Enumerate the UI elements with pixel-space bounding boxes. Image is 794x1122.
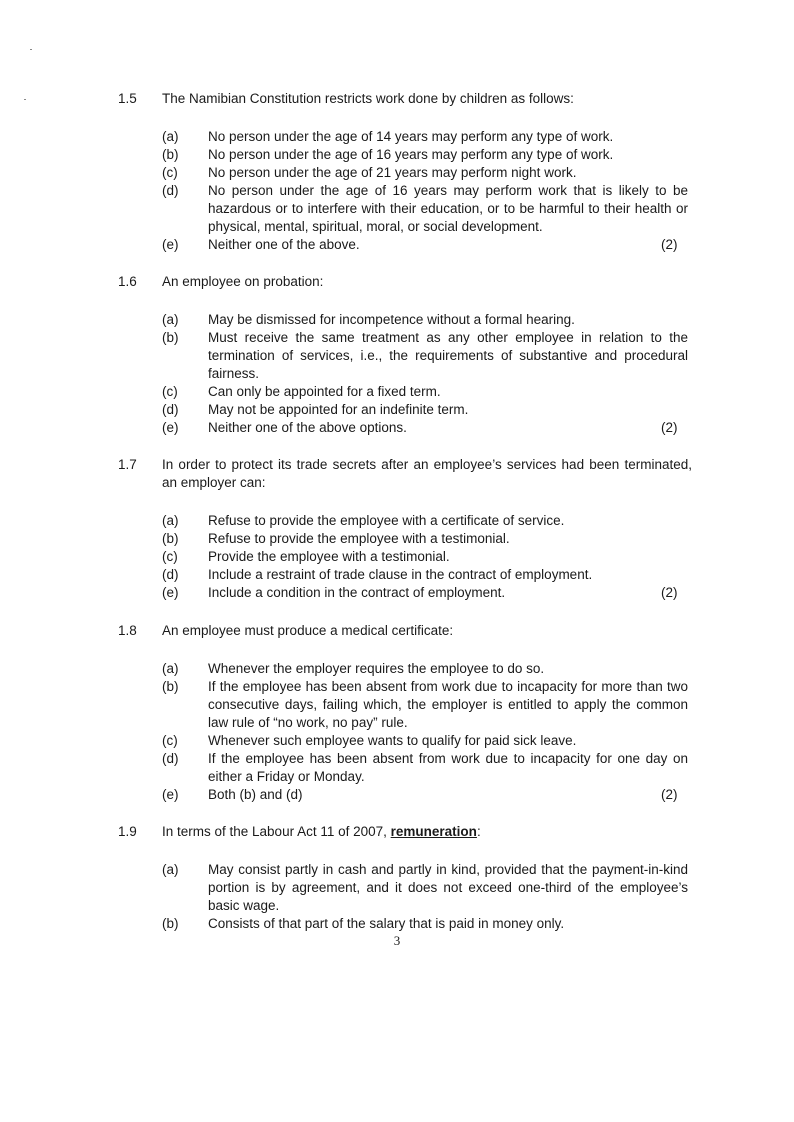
question-header (0, 622, 794, 640)
question-1-5 (0, 90, 794, 254)
option-d (0, 182, 794, 236)
option-d (0, 401, 794, 419)
options-list (0, 660, 794, 804)
option-letter: (e) (162, 237, 179, 252)
question-1-8 (0, 622, 794, 804)
option-e (0, 419, 794, 437)
options-list (0, 311, 794, 437)
question-1-7 (0, 456, 794, 602)
question-header (0, 823, 794, 841)
options-list (0, 512, 794, 602)
question-number: 1.9 (118, 824, 137, 839)
option-letter: (c) (162, 549, 178, 564)
question-number: 1.5 (118, 91, 137, 106)
question-number: 1.6 (118, 274, 137, 289)
option-e (0, 236, 794, 254)
page-number: 3 (393, 933, 401, 948)
option-letter: (b) (162, 679, 179, 694)
option-text: Refuse to provide the employee with a testimonial. (208, 531, 510, 546)
option-letter: (a) (162, 661, 179, 676)
question-stem-suffix: : (476, 824, 481, 839)
option-letter: (d) (162, 751, 179, 766)
option-text: Whenever the employer requires the employee to do so. (208, 661, 545, 676)
option-text: Neither one of the above options. (208, 420, 407, 435)
option-text: Include a condition in the contract of employment. (208, 585, 506, 600)
option-c (0, 383, 794, 401)
option-text: Both (b) and (d) (208, 787, 303, 802)
option-letter: (c) (162, 165, 178, 180)
question-stem (162, 823, 692, 841)
options-list (0, 128, 794, 254)
option-text: If the employee has been absent from work due to incapacity for one day on either a Friday or Monday. (208, 751, 688, 784)
marks: (2) (661, 585, 678, 600)
option-b (0, 329, 794, 383)
option-letter: (b) (162, 330, 179, 345)
option-letter: (a) (162, 129, 179, 144)
option-letter: (d) (162, 183, 179, 198)
question-1-9 (0, 823, 794, 933)
option-text: Must receive the same treatment as any other employee in relation to the termination of services, i.e., the requirements of substantive and procedural fairness. (208, 330, 688, 381)
question-stem: An employee must produce a medical certificate: (162, 623, 454, 638)
option-text: May consist partly in cash and partly in kind, provided that the payment-in-kind portion is by agreement, and it does not exceed one-third of the employee’s basic wage. (208, 862, 688, 913)
option-text: Include a restraint of trade clause in the contract of employment. (208, 567, 593, 582)
option-text: May be dismissed for incompetence without a formal hearing. (208, 312, 575, 327)
question-number: 1.7 (118, 457, 137, 472)
question-stem: The Namibian Constitution restricts work done by children as follows: (162, 91, 574, 106)
question-stem: An employee on probation: (162, 274, 324, 289)
option-d (0, 750, 794, 786)
option-letter: (c) (162, 733, 178, 748)
marks: (2) (661, 787, 678, 802)
option-text: May not be appointed for an indefinite term. (208, 402, 469, 417)
option-e (0, 584, 794, 602)
question-header (0, 90, 794, 108)
marks: (2) (661, 420, 678, 435)
option-a (0, 861, 794, 915)
option-b (0, 146, 794, 164)
question-1-6 (0, 273, 794, 437)
option-c (0, 548, 794, 566)
option-text: If the employee has been absent from work due to incapacity for more than two consecutive days, failing which, the employer is entitled to apply the common law rule of “no work, no pay” rule. (208, 679, 688, 730)
option-e (0, 786, 794, 804)
option-letter: (b) (162, 531, 179, 546)
option-a (0, 311, 794, 329)
question-header (0, 273, 794, 291)
option-letter: (e) (162, 787, 179, 802)
option-a (0, 512, 794, 530)
options-list (0, 861, 794, 933)
question-stem-prefix: In terms of the Labour Act 11 of 2007, (162, 824, 391, 839)
question-header (0, 456, 794, 492)
option-a (0, 128, 794, 146)
key-term: remuneration (390, 824, 477, 839)
option-d (0, 566, 794, 584)
option-letter: (e) (162, 585, 179, 600)
option-c (0, 732, 794, 750)
option-letter: (e) (162, 420, 179, 435)
marks: (2) (661, 237, 678, 252)
option-text: No person under the age of 14 years may perform any type of work. (208, 129, 614, 144)
option-b (0, 678, 794, 732)
option-a (0, 660, 794, 678)
option-text: Refuse to provide the employee with a certificate of service. (208, 513, 565, 528)
option-text: Can only be appointed for a fixed term. (208, 384, 441, 399)
option-letter: (d) (162, 402, 179, 417)
option-b (0, 915, 794, 933)
option-text: Neither one of the above. (208, 237, 360, 252)
option-text: No person under the age of 16 years may perform work that is likely to be hazardous or to interfere with their education, or to be harmful to their health or physical, mental, spiritual, moral, or social development. (208, 183, 688, 234)
option-letter: (d) (162, 567, 179, 582)
option-text: Whenever such employee wants to qualify for paid sick leave. (208, 733, 577, 748)
option-text: Consists of that part of the salary that is paid in money only. (208, 916, 565, 931)
option-text: Provide the employee with a testimonial. (208, 549, 450, 564)
scan-speck (30, 49, 32, 50)
option-letter: (a) (162, 312, 179, 327)
question-stem: In order to protect its trade secrets after an employee’s services had been terminated, an employer can: (162, 457, 692, 490)
option-letter: (c) (162, 384, 178, 399)
option-letter: (b) (162, 916, 179, 931)
option-letter: (b) (162, 147, 179, 162)
option-text: No person under the age of 21 years may perform night work. (208, 165, 577, 180)
option-text: No person under the age of 16 years may perform any type of work. (208, 147, 614, 162)
question-number: 1.8 (118, 623, 137, 638)
option-letter: (a) (162, 513, 179, 528)
option-b (0, 530, 794, 548)
option-c (0, 164, 794, 182)
option-letter: (a) (162, 862, 179, 877)
